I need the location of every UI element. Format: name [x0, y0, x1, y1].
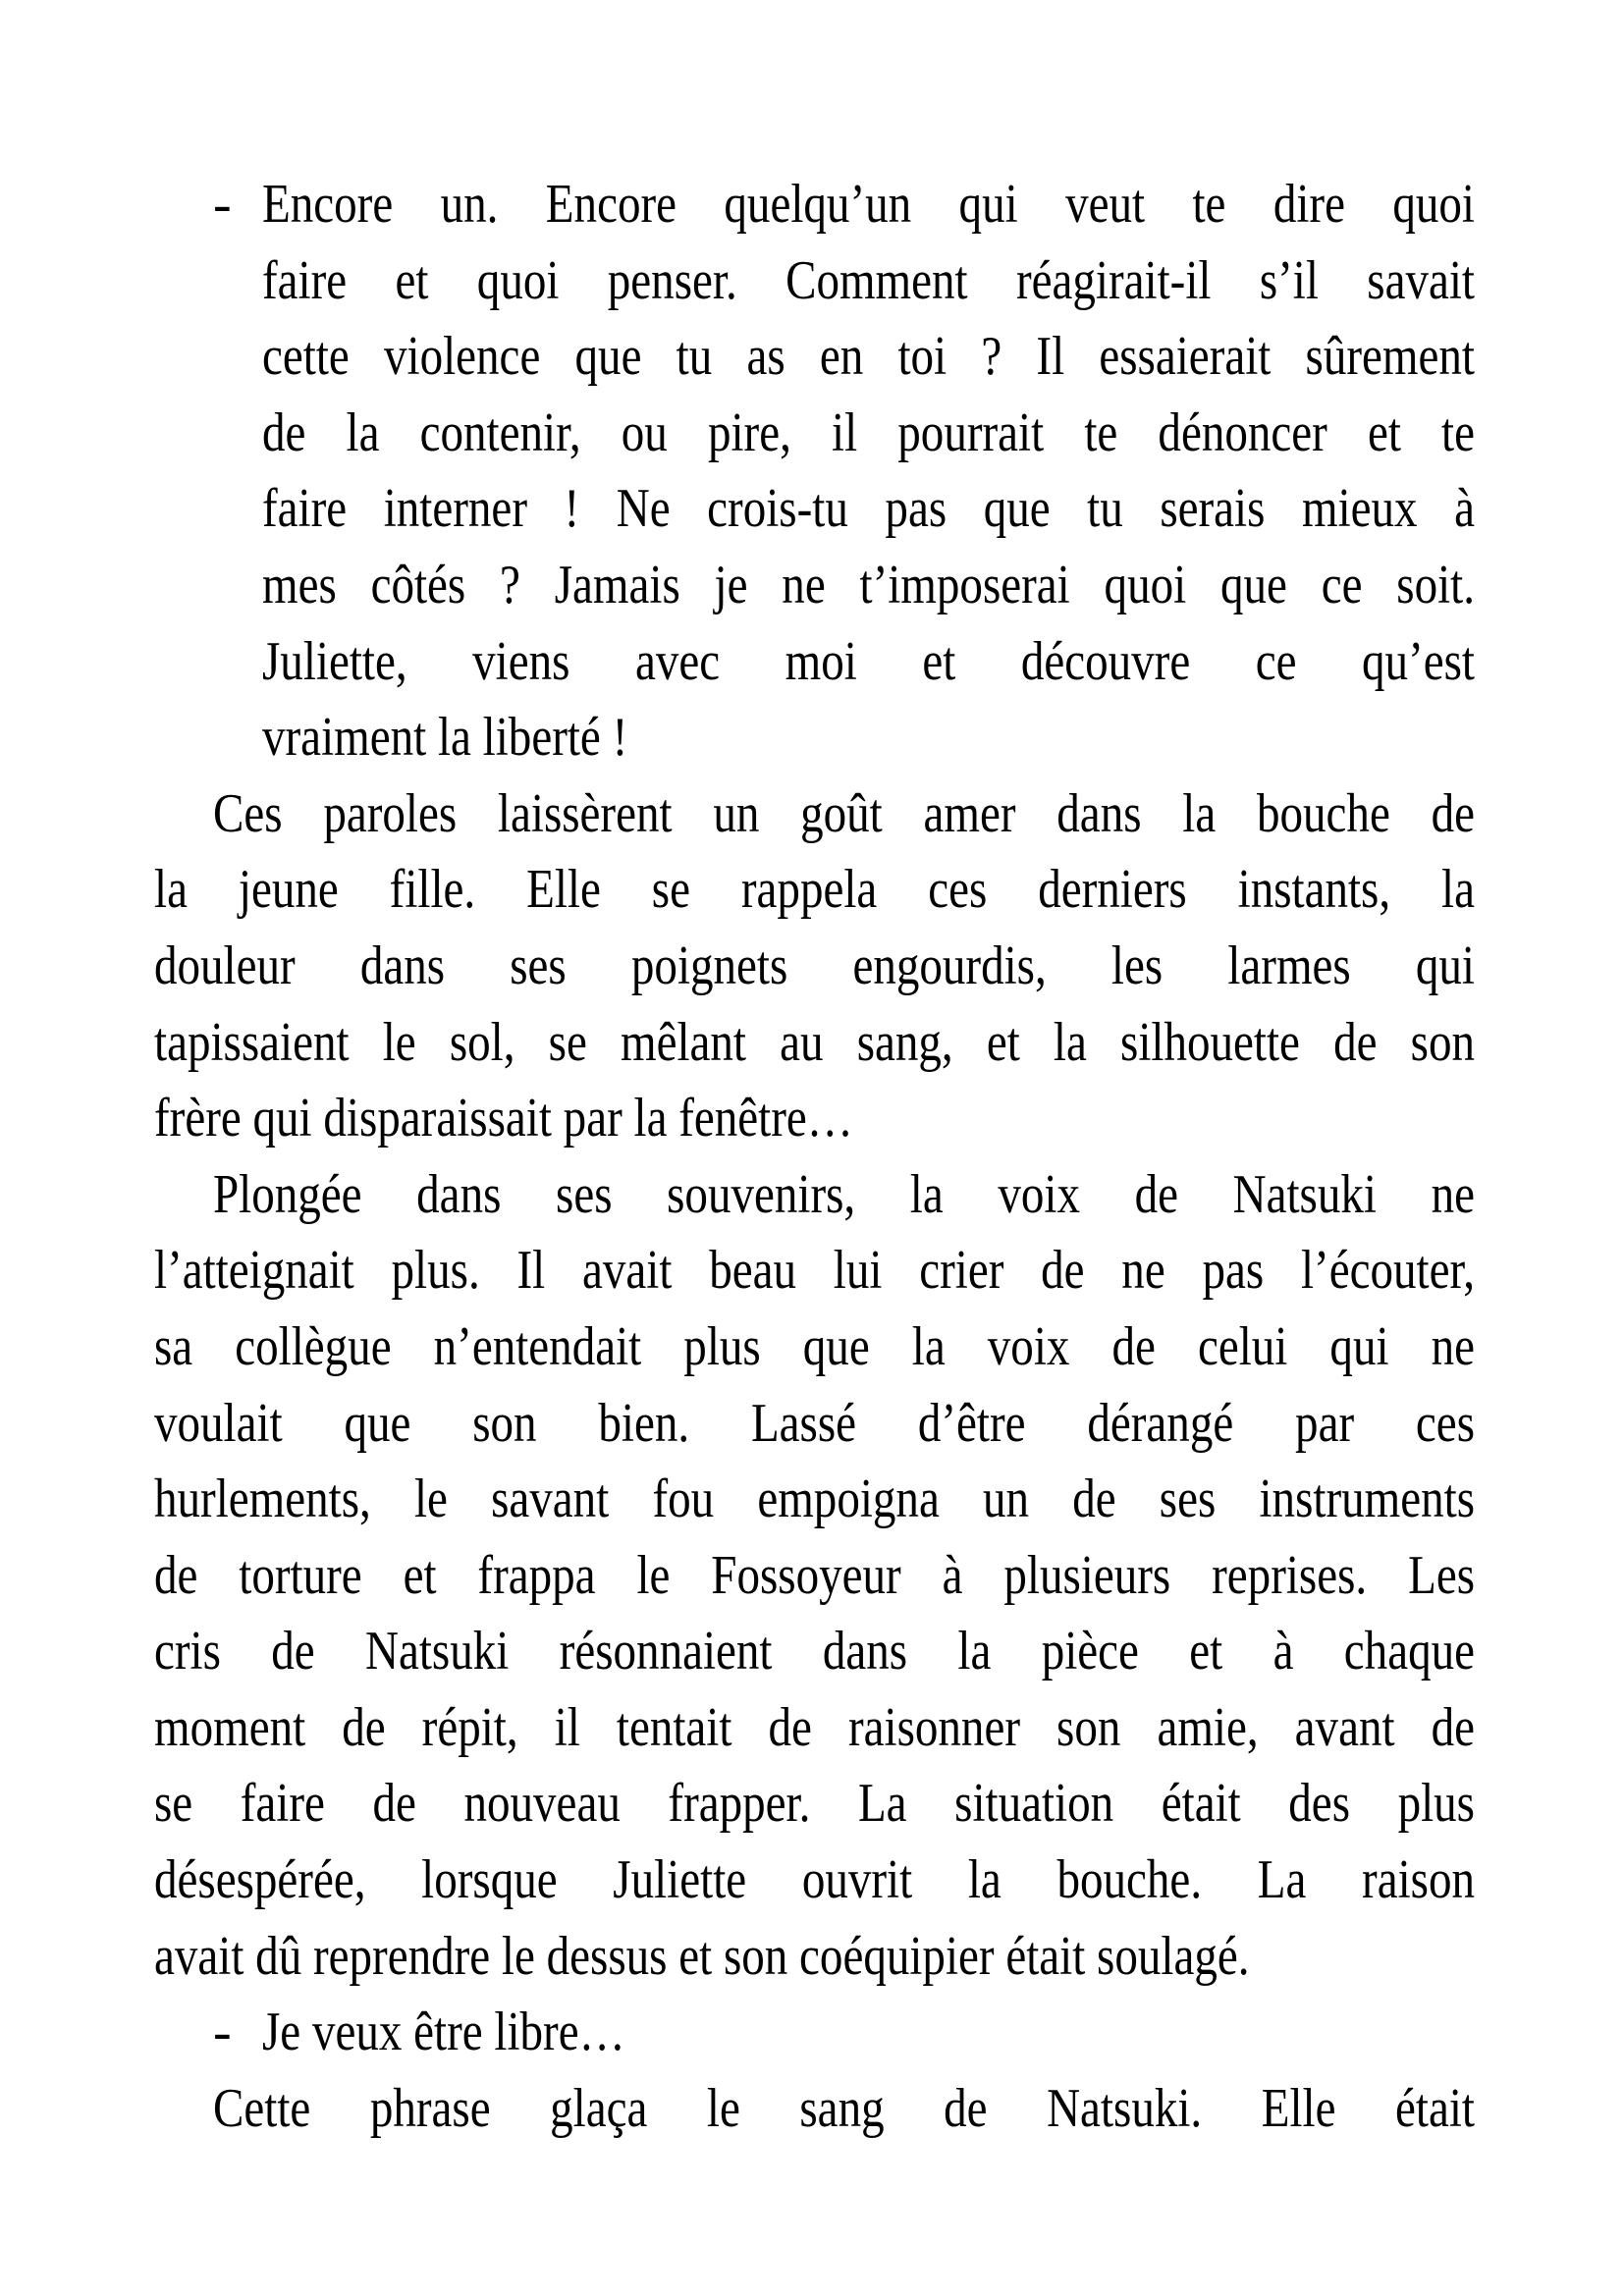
- line-text: cette violence que tu as en toi ? Il essaierait sûrement: [262, 326, 1475, 388]
- line-text: l’atteignait plus. Il avait beau lui crier de ne pas l’écouter,: [154, 1240, 1475, 1302]
- line-text: faire et quoi penser. Comment réagirait-il s’il savait: [262, 249, 1475, 311]
- narrative-paragraph: [154, 776, 1475, 1157]
- text-line: [154, 243, 1475, 320]
- line-text: moment de répit, il tentait de raisonner son amie, avant de: [154, 1696, 1475, 1758]
- text-line: [154, 1614, 1475, 1690]
- text-line: [154, 1995, 1475, 2071]
- text-line: [154, 852, 1475, 929]
- text-line: [154, 1233, 1475, 1309]
- text-line: [154, 1538, 1475, 1615]
- line-text: sa collègue n’entendait plus que la voix de celui qui ne: [154, 1315, 1475, 1377]
- line-text: de la contenir, ou pire, il pourrait te dénoncer et te: [262, 401, 1475, 463]
- text-line: [154, 1842, 1475, 1919]
- line-text: voulait que son bien. Lassé d’être dérangé par ces: [154, 1392, 1475, 1454]
- text-line: [154, 1386, 1475, 1463]
- dialogue-paragraph: [154, 1995, 1475, 2071]
- dialogue-dash: -: [213, 2002, 232, 2063]
- narrative-paragraph: [154, 1157, 1475, 1996]
- line-text: faire interner ! Ne crois-tu pas que tu serais mieux à: [262, 478, 1475, 540]
- line-text: douleur dans ses poignets engourdis, les larmes qui: [154, 934, 1475, 996]
- line-text: tapissaient le sol, se mêlant au sang, et la silhouette de son: [154, 1011, 1475, 1073]
- line-text: hurlements, le savant fou empoigna un de ses instruments: [154, 1468, 1475, 1530]
- line-text: Je veux être libre…: [262, 2002, 625, 2063]
- line-text: vraiment la liberté !: [262, 707, 628, 769]
- line-text: se faire de nouveau frapper. La situation était des plus: [154, 1773, 1475, 1835]
- line-text: Encore un. Encore quelqu’un qui veut te dire quoi: [262, 174, 1475, 235]
- text-line: [154, 1309, 1475, 1386]
- line-text: mes côtés ? Jamais je ne t’imposerai quoi que ce soit.: [262, 554, 1475, 615]
- line-text: Cette phrase glaça le sang de Natsuki. Elle était: [213, 2077, 1475, 2139]
- body-text: [154, 167, 1475, 2147]
- dialogue-paragraph: [154, 167, 1475, 776]
- line-text: Plongée dans ses souvenirs, la voix de Natsuki ne: [213, 1163, 1475, 1225]
- text-line: [154, 167, 1475, 243]
- text-line: [154, 396, 1475, 472]
- text-line: [154, 1766, 1475, 1842]
- text-line: [154, 1690, 1475, 1767]
- text-line: [154, 929, 1475, 1005]
- text-line: [154, 624, 1475, 701]
- text-line: [154, 2071, 1475, 2148]
- narrative-paragraph: [154, 2071, 1475, 2148]
- text-line: [154, 1919, 1475, 1996]
- text-line: [154, 319, 1475, 396]
- text-line: [154, 471, 1475, 548]
- line-text: frère qui disparaissait par la fenêtre…: [154, 1088, 853, 1149]
- line-text: Juliette, viens avec moi et découvre ce qu’est: [262, 630, 1475, 692]
- line-text: Ces paroles laissèrent un goût amer dans la bouche de: [213, 782, 1475, 844]
- text-line: [154, 776, 1475, 853]
- line-text: de torture et frappa le Fossoyeur à plusieurs reprises. Les: [154, 1544, 1475, 1606]
- text-line: [154, 1462, 1475, 1538]
- line-text: cris de Natsuki résonnaient dans la pièce et à chaque: [154, 1621, 1475, 1682]
- line-text: la jeune fille. Elle se rappela ces derniers instants, la: [154, 859, 1475, 921]
- text-line: [154, 1157, 1475, 1234]
- text-line: [154, 1081, 1475, 1157]
- line-text: avait dû reprendre le dessus et son coéquipier était soulagé.: [154, 1925, 1250, 1987]
- text-line: [154, 1005, 1475, 1082]
- dialogue-dash: -: [213, 174, 232, 235]
- text-line: [154, 548, 1475, 624]
- text-line: [154, 700, 1475, 776]
- line-text: désespérée, lorsque Juliette ouvrit la bouche. La raison: [154, 1849, 1475, 1911]
